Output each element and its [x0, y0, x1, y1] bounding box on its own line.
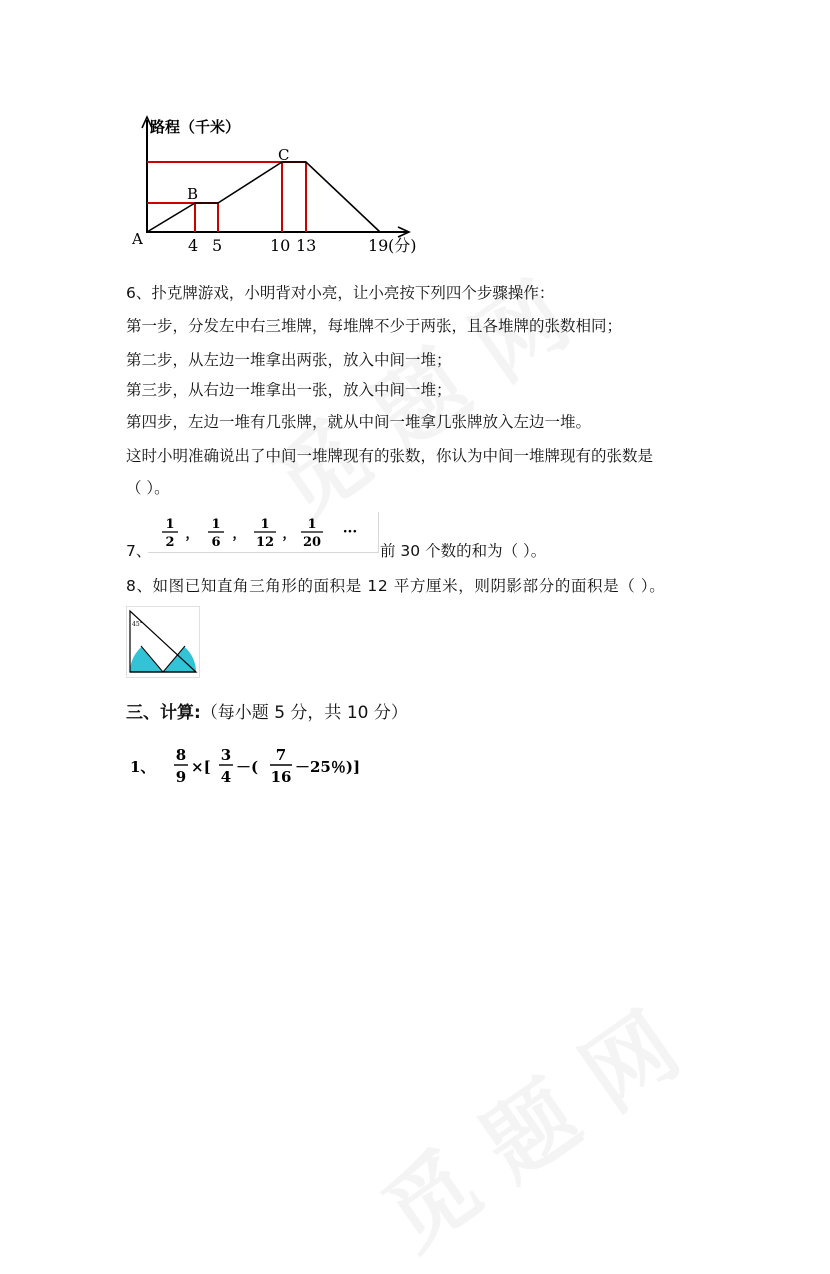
- frac-a-num: 8: [175, 746, 187, 764]
- x-tick-10: 10: [270, 236, 291, 255]
- section-3-heading: [126, 698, 408, 723]
- x-tick-19: 19: [368, 236, 389, 255]
- x-unit-label: (分): [388, 236, 417, 255]
- q7-sequence-image: [148, 512, 379, 553]
- q8-text: 8、如图已知直角三角形的面积是 12 平方厘米，则阴影部分的面积是（ ）。: [126, 577, 666, 595]
- calc-1-expression: [126, 740, 396, 790]
- separator: ，: [282, 527, 296, 542]
- route-line: [147, 162, 380, 232]
- frac-3-num: 1: [260, 517, 270, 532]
- q6-title: 6、扑克牌游戏，小明背对小亮，让小亮按下列四个步骤操作：: [126, 284, 555, 302]
- frac-a-den: 9: [175, 768, 187, 786]
- x-tick-4: 4: [188, 236, 199, 255]
- q6-step-4: 第四步，左边一堆有几张牌，就从中间一堆拿几张牌放入左边一堆。: [126, 413, 592, 431]
- frac-c-den: 16: [270, 768, 292, 786]
- q7-sequence: [148, 512, 378, 552]
- calc-1-index: 1、: [130, 758, 156, 776]
- frac-c-num: 7: [275, 746, 287, 764]
- q8-triangle-figure: [126, 606, 200, 678]
- frac-4-den: 20: [302, 535, 322, 550]
- separator: ，: [232, 527, 246, 542]
- angle-label: 45°: [132, 621, 143, 628]
- q7-text: 前 30 个数的和为（ ）。: [380, 542, 547, 560]
- frac-1-den: 2: [165, 535, 175, 550]
- frac-b-den: 4: [220, 768, 232, 786]
- ellipsis: ···: [342, 524, 358, 540]
- frac-2-den: 6: [211, 535, 221, 550]
- y-axis-label: 路程（千米）: [150, 118, 241, 136]
- frac-4-num: 1: [307, 517, 317, 532]
- times-bracket: ×[: [191, 758, 211, 776]
- point-a-label: A: [132, 230, 143, 248]
- frac-1-num: 1: [165, 517, 175, 532]
- distance-time-graph: [130, 108, 440, 258]
- watermark: [353, 976, 700, 1273]
- x-tick-13: 13: [296, 236, 317, 255]
- frac-b-num: 3: [220, 746, 232, 764]
- section-3-note: （每小题 5 分，共 10 分）: [200, 703, 408, 723]
- frac-3-den: 12: [255, 535, 275, 550]
- point-c-label: C: [278, 146, 290, 164]
- q6-step-3: 第三步，从右边一堆拿出一张，放入中间一堆；: [126, 381, 452, 399]
- q7-number: 7、: [126, 542, 152, 560]
- x-tick-5: 5: [212, 236, 223, 255]
- calc-1-tail: －25％)]: [295, 758, 361, 776]
- q6-question: 这时小明准确说出了中间一堆牌现有的张数，你认为中间一堆牌现有的张数是: [126, 447, 654, 465]
- separator: ，: [185, 527, 199, 542]
- frac-2-num: 1: [211, 517, 221, 532]
- q6-step-1: 第一步，分发左中右三堆牌，每堆牌不少于两张，且各堆牌的张数相同；: [126, 317, 623, 335]
- point-b-label: B: [187, 185, 199, 203]
- q6-step-2: 第二步，从左边一堆拿出两张，放入中间一堆；: [126, 351, 452, 369]
- minus-paren: －(: [236, 758, 259, 776]
- q6-answer-blank: （ ）。: [126, 479, 170, 497]
- section-3-title: 三、计算:: [126, 703, 201, 723]
